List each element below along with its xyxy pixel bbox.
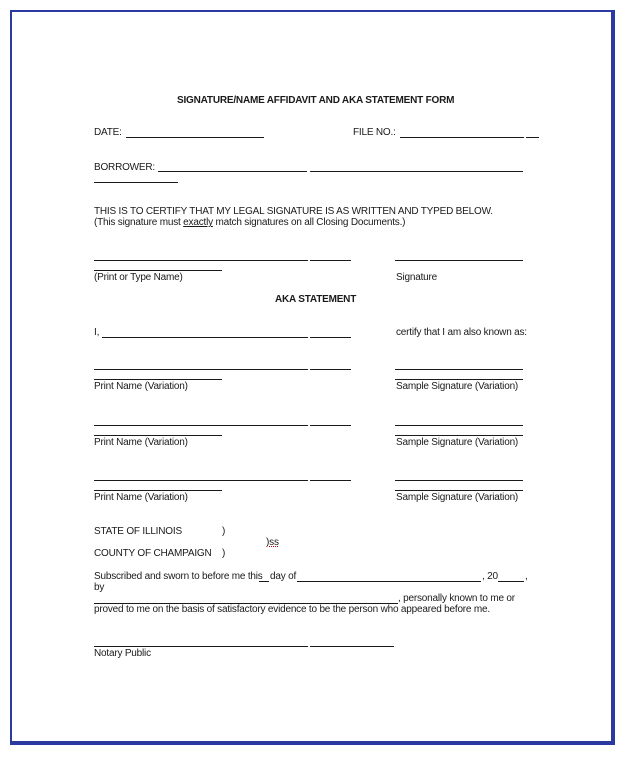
variation-1-sample-label: Sample Signature (Variation) — [396, 381, 519, 392]
day-field[interactable] — [259, 581, 269, 582]
print-name-line[interactable] — [94, 260, 308, 261]
certify-line-1: THIS IS TO CERTIFY THAT MY LEGAL SIGNATURE IS AS WRITTEN AND TYPED BELOW. — [94, 206, 493, 217]
variation-2-sample-label: Sample Signature (Variation) — [396, 437, 519, 448]
personally-known-text: , personally known to me or — [398, 593, 515, 604]
day-of-text: day of — [270, 571, 297, 582]
signature-label: Signature — [396, 272, 438, 283]
form-title: SIGNATURE/NAME AFFIDAVIT AND AKA STATEMENT FORM — [177, 95, 455, 106]
variation-3-print-line-2[interactable] — [310, 480, 351, 481]
variation-3-print-label: Print Name (Variation) — [94, 492, 188, 503]
sub-comma: , — [525, 571, 528, 582]
aka-name-line[interactable] — [102, 337, 308, 338]
year-prefix: , 20 — [482, 571, 498, 582]
variation-1-sample-line[interactable] — [395, 369, 523, 370]
notary-public-label: Notary Public — [94, 648, 151, 659]
by-label: by — [94, 582, 105, 593]
file-no-label: FILE NO.: — [353, 127, 396, 138]
state-paren: ) — [222, 526, 226, 537]
borrower-field-3[interactable] — [94, 182, 178, 183]
ss-label: )ss — [266, 537, 279, 548]
variation-3-print-line-3[interactable] — [94, 490, 222, 491]
county-label: COUNTY OF CHAMPAIGN — [94, 548, 212, 559]
print-name-line-2[interactable] — [310, 260, 351, 261]
date-label: DATE: — [94, 127, 122, 138]
variation-2-sample-line[interactable] — [395, 425, 523, 426]
county-paren: ) — [222, 548, 226, 559]
document-frame — [10, 10, 615, 745]
file-no-field-extra[interactable] — [526, 137, 539, 138]
variation-1-print-line-2[interactable] — [310, 369, 351, 370]
variation-2-print-line[interactable] — [94, 425, 308, 426]
variation-1-print-label: Print Name (Variation) — [94, 381, 188, 392]
proved-text: proved to me on the basis of satisfactory evidence to be the person who appeared before me. — [94, 604, 490, 615]
borrower-field[interactable] — [158, 171, 307, 172]
print-name-line-3[interactable] — [94, 270, 222, 271]
i-label: I, — [94, 327, 100, 338]
certify-aka-text: certify that I am also known as: — [396, 327, 527, 338]
date-field[interactable] — [126, 137, 264, 138]
variation-2-print-line-2[interactable] — [310, 425, 351, 426]
signature-line[interactable] — [395, 260, 523, 261]
aka-name-line-2[interactable] — [310, 337, 351, 338]
aka-heading: AKA STATEMENT — [275, 294, 357, 305]
state-label: STATE OF ILLINOIS — [94, 526, 182, 537]
variation-2-print-label: Print Name (Variation) — [94, 437, 188, 448]
month-field[interactable] — [297, 581, 481, 582]
certify-line-2: (This signature must exactly match signatures on all Closing Documents.) — [94, 217, 406, 228]
borrower-label: BORROWER: — [94, 162, 155, 173]
year-field[interactable] — [498, 581, 524, 582]
notary-signature-line-2[interactable] — [310, 646, 394, 647]
variation-1-print-line-3[interactable] — [94, 379, 222, 380]
subscribed-text: Subscribed and sworn to before me this — [94, 571, 263, 582]
borrower-field-2[interactable] — [310, 171, 523, 172]
variation-3-sample-label: Sample Signature (Variation) — [396, 492, 519, 503]
variation-2-print-line-3[interactable] — [94, 435, 222, 436]
variation-2-sample-line-2[interactable] — [395, 435, 523, 436]
variation-1-print-line[interactable] — [94, 369, 308, 370]
variation-1-sample-line-2[interactable] — [395, 379, 523, 380]
variation-3-print-line[interactable] — [94, 480, 308, 481]
file-no-field[interactable] — [400, 137, 524, 138]
print-type-name-label: (Print or Type Name) — [94, 272, 183, 283]
variation-3-sample-line-2[interactable] — [395, 490, 523, 491]
variation-3-sample-line[interactable] — [395, 480, 523, 481]
notary-signature-line[interactable] — [94, 646, 308, 647]
